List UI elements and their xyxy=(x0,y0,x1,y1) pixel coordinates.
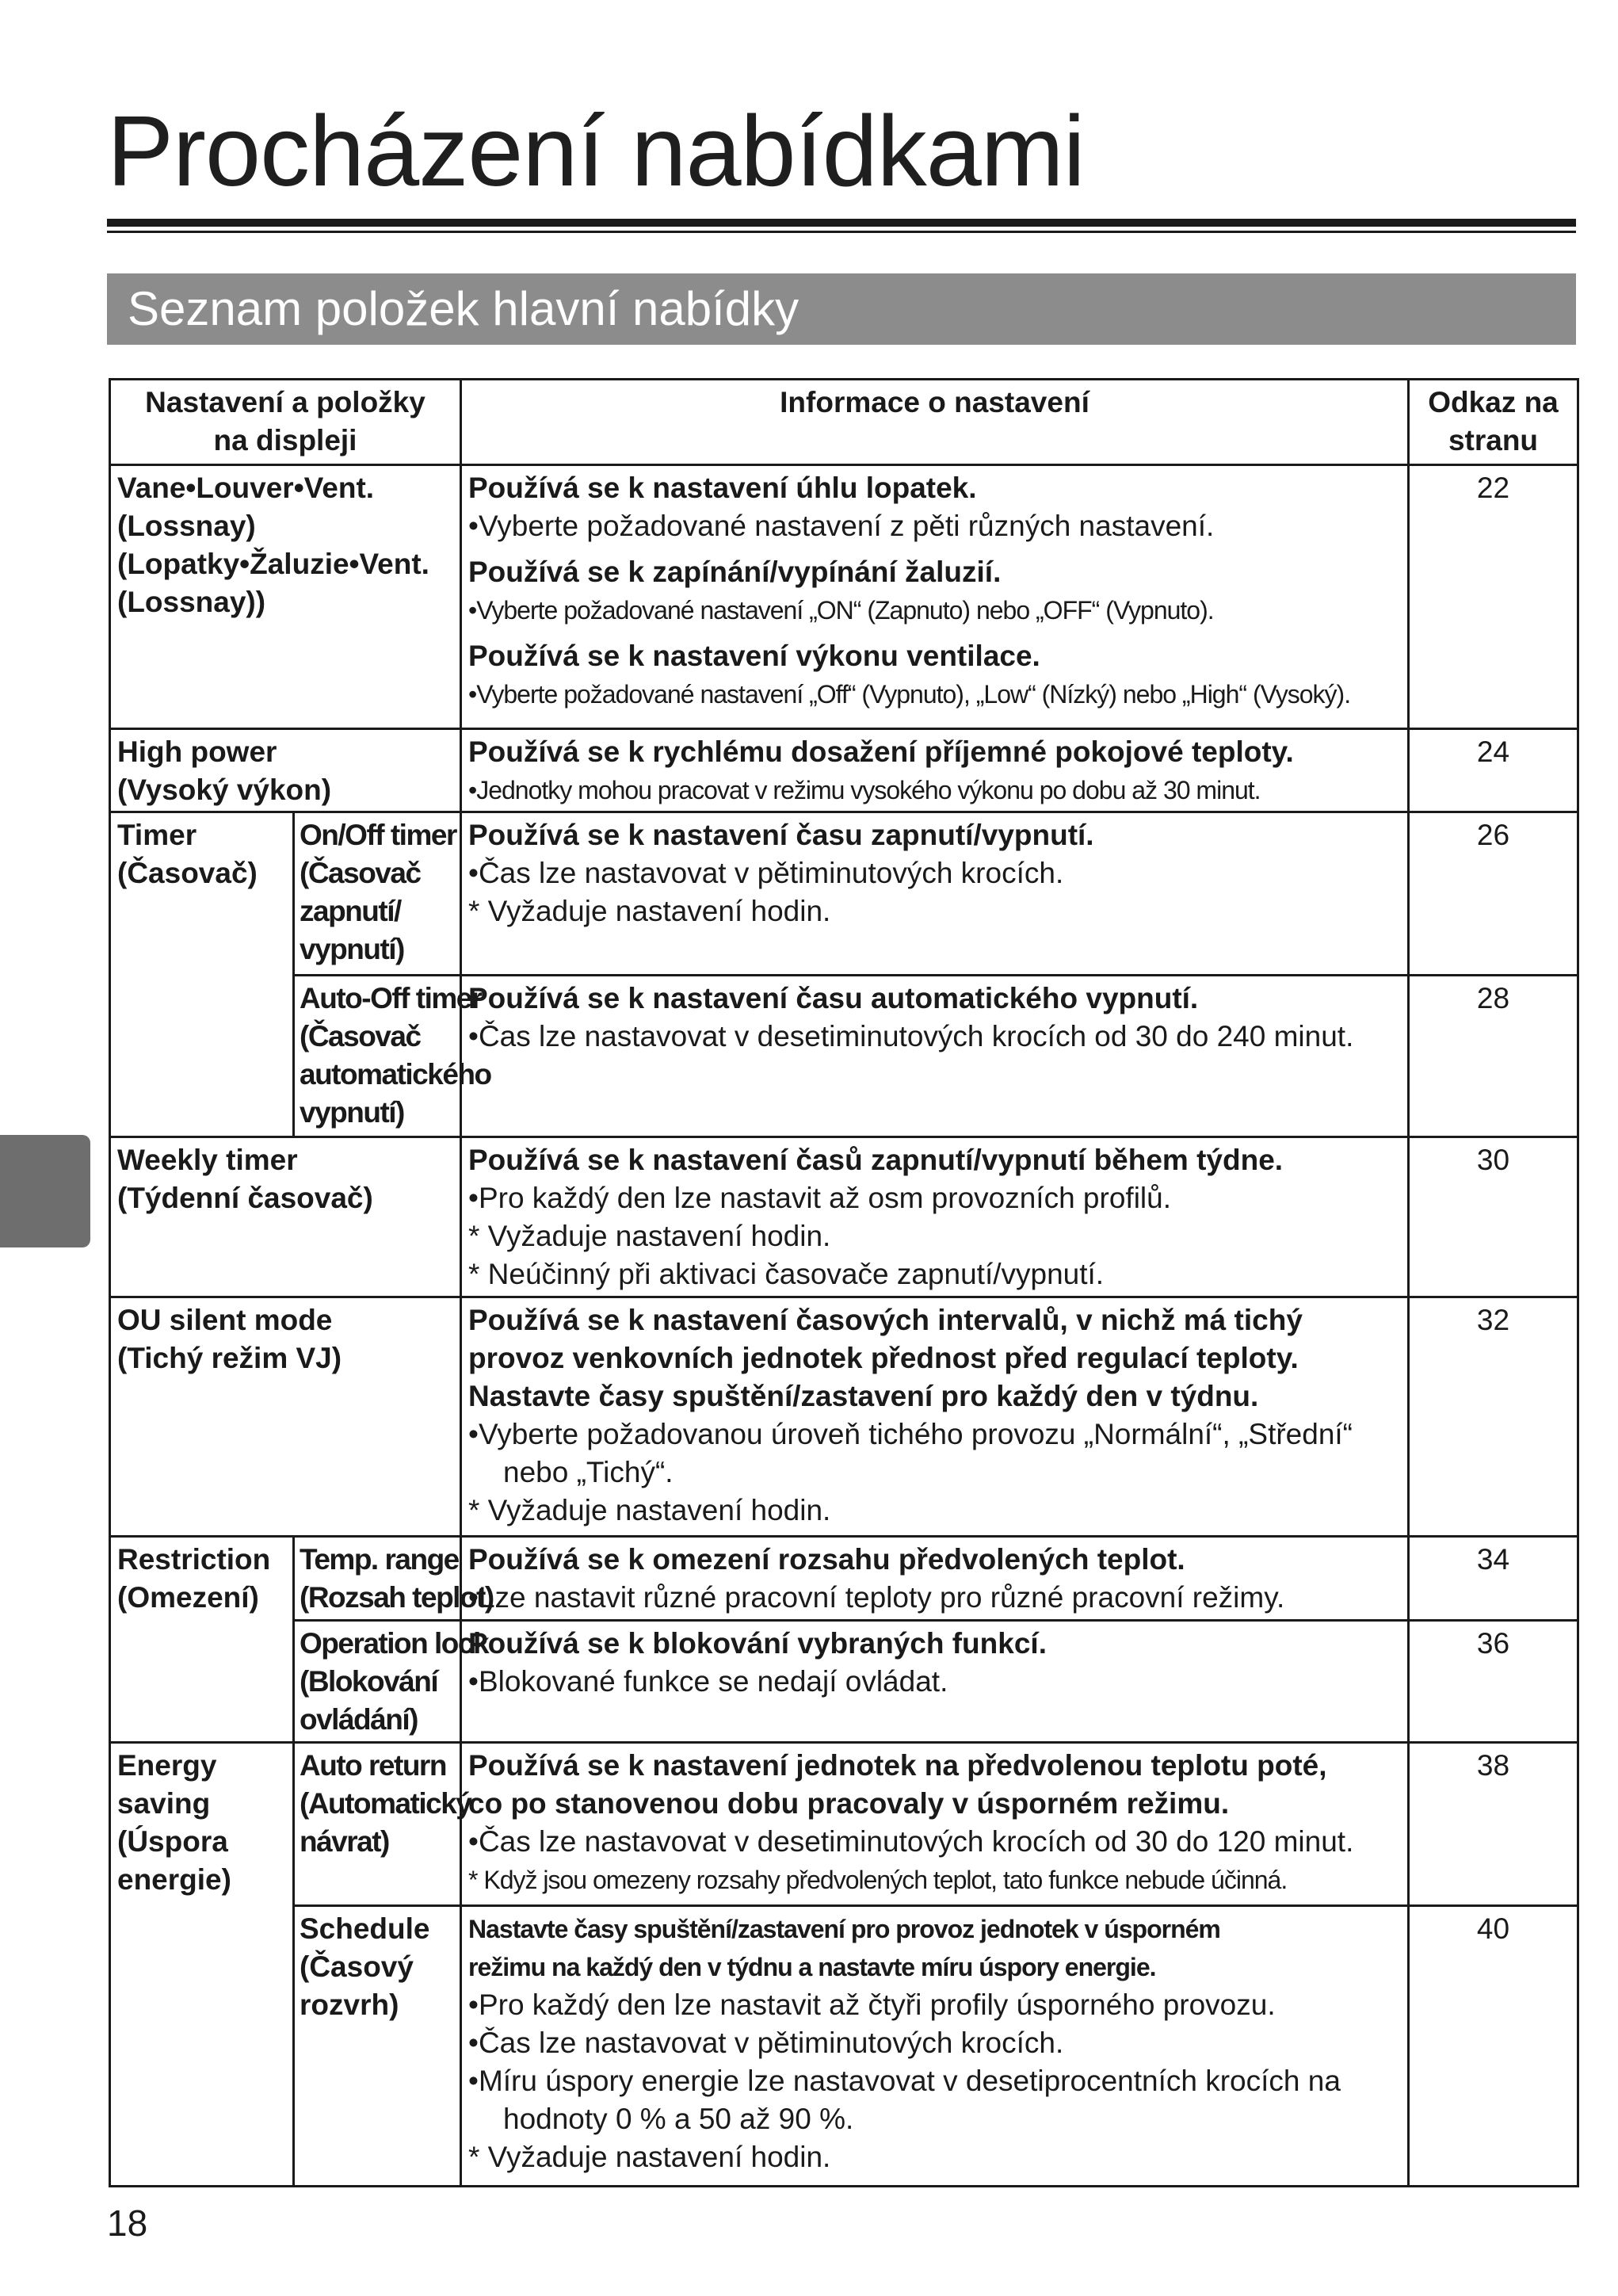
info-temp-range: Používá se k omezení rozsahu předvolených teplot. •Lze nastavit různé pracovní teploty pro různé pracovní režimy. xyxy=(461,1537,1409,1621)
table-row xyxy=(110,812,1578,976)
table-row xyxy=(110,465,1578,729)
table-row xyxy=(110,1297,1578,1537)
setting-energy-saving: Energy saving (Úspora energie) xyxy=(110,1743,294,2187)
setting-weekly-timer: Weekly timer (Týdenní časovač) xyxy=(110,1137,461,1297)
table-row xyxy=(110,1743,1578,1906)
setting-high-power: High power (Vysoký výkon) xyxy=(110,729,461,812)
ref-schedule: 40 xyxy=(1409,1906,1578,2187)
ref-high-power: 24 xyxy=(1409,729,1578,812)
ref-temp-range: 34 xyxy=(1409,1537,1578,1621)
ref-auto-off-timer: 28 xyxy=(1409,976,1578,1137)
info-high-power: Používá se k rychlému dosažení příjemné pokojové teploty. •Jednotky mohou pracovat v režimu vysokého výkonu po dobu až 30 minut. xyxy=(461,729,1409,812)
ref-weekly-timer: 30 xyxy=(1409,1137,1578,1297)
subsetting-auto-return: Auto return (Automatický návrat) xyxy=(294,1743,461,1906)
header-ref: Odkaz na stranu xyxy=(1409,380,1578,465)
chapter-tab xyxy=(0,1135,90,1247)
table-row xyxy=(110,1621,1578,1743)
page-number: 18 xyxy=(107,2202,148,2244)
ref-on-off-timer: 26 xyxy=(1409,812,1578,976)
info-schedule: Nastavte časy spuštění/zastavení pro provoz jednotek v úsporném režimu na každý den v týdnu a nastavte míru úspory energie. •Pro každý den lze nastavit až čtyři profily úsporného provozu. •Čas lze nastavovat v pětiminutových krocích. •Míru úspory energie lze nastavovat v desetiprocentních krocích na hodnoty 0 % a 50 až 90 %. * Vyžaduje nastavení hodin. xyxy=(461,1906,1409,2187)
table-row xyxy=(110,976,1578,1137)
info-on-off-timer: Používá se k nastavení času zapnutí/vypnutí. •Čas lze nastavovat v pětiminutových krocích. * Vyžaduje nastavení hodin. xyxy=(461,812,1409,976)
info-vane-louver-vent: Používá se k nastavení úhlu lopatek. •Vyberte požadované nastavení z pěti různých nastavení. Používá se k zapínání/vypínání žaluzií. •Vyberte požadované nastavení „ON“ (Zapnuto) nebo „OFF“ (Vypnuto). Používá se k nastavení výkonu ventilace. •Vyberte požadované nastavení „Off“ (Vypnuto), „Low“ (Nízký) nebo „High“ (Vysoký). xyxy=(461,465,1409,729)
section-heading: Seznam položek hlavní nabídky xyxy=(107,273,1576,345)
table-row xyxy=(110,1906,1578,2187)
info-weekly-timer: Používá se k nastavení časů zapnutí/vypnutí během týdne. •Pro každý den lze nastavit až osm provozních profilů. * Vyžaduje nastavení hodin. * Neúčinný při aktivaci časovače zapnutí/vypnutí. xyxy=(461,1137,1409,1297)
title-rule-thin xyxy=(107,231,1576,233)
title-rule-thick xyxy=(107,219,1576,227)
info-auto-off-timer: Používá se k nastavení času automatického vypnutí. •Čas lze nastavovat v desetiminutových krocích od 30 do 240 minut. xyxy=(461,976,1409,1137)
info-ou-silent-mode: Používá se k nastavení časových intervalů, v nichž má tichý provoz venkovních jednotek přednost před regulací teploty. Nastavte časy spuštění/zastavení pro každý den v týdnu. •Vyberte požadovanou úroveň tichého provozu „Normální“, „Střední“ nebo „Tichý“. * Vyžaduje nastavení hodin. xyxy=(461,1297,1409,1537)
ref-vane-louver-vent: 22 xyxy=(1409,465,1578,729)
subsetting-operation-lock: Operation lock (Blokování ovládání) xyxy=(294,1621,461,1743)
setting-ou-silent-mode: OU silent mode (Tichý režim VJ) xyxy=(110,1297,461,1537)
header-setting: Nastavení a položky na displeji xyxy=(110,380,461,465)
page-title: Procházení nabídkami xyxy=(107,95,1085,207)
setting-vane-louver-vent: Vane•Louver•Vent. (Lossnay) (Lopatky•Žaluzie•Vent. (Lossnay)) xyxy=(110,465,461,729)
subsetting-on-off-timer: On/Off timer (Časovač zapnutí/ vypnutí) xyxy=(294,812,461,976)
info-auto-return: Používá se k nastavení jednotek na předvolenou teplotu poté, co po stanovenou dobu pracovaly v úsporném režimu. •Čas lze nastavovat v desetiminutových krocích od 30 do 120 minut. * Když jsou omezeny rozsahy předvolených teplot, tato funkce nebude účinná. xyxy=(461,1743,1409,1906)
ref-operation-lock: 36 xyxy=(1409,1621,1578,1743)
subsetting-schedule: Schedule (Časový rozvrh) xyxy=(294,1906,461,2187)
subsetting-temp-range: Temp. range (Rozsah teplot) xyxy=(294,1537,461,1621)
setting-restriction: Restriction (Omezení) xyxy=(110,1537,294,1743)
setting-timer: Timer (Časovač) xyxy=(110,812,294,1137)
table-row xyxy=(110,729,1578,812)
subsetting-auto-off-timer: Auto-Off timer (Časovač automatického vypnutí) xyxy=(294,976,461,1137)
info-operation-lock: Používá se k blokování vybraných funkcí. •Blokované funkce se nedají ovládat. xyxy=(461,1621,1409,1743)
table-row xyxy=(110,1537,1578,1621)
main-menu-table xyxy=(109,378,1579,2187)
ref-auto-return: 38 xyxy=(1409,1743,1578,1906)
header-info: Informace o nastavení xyxy=(461,380,1409,465)
table-row xyxy=(110,1137,1578,1297)
ref-ou-silent-mode: 32 xyxy=(1409,1297,1578,1537)
table-header-row xyxy=(110,380,1578,465)
